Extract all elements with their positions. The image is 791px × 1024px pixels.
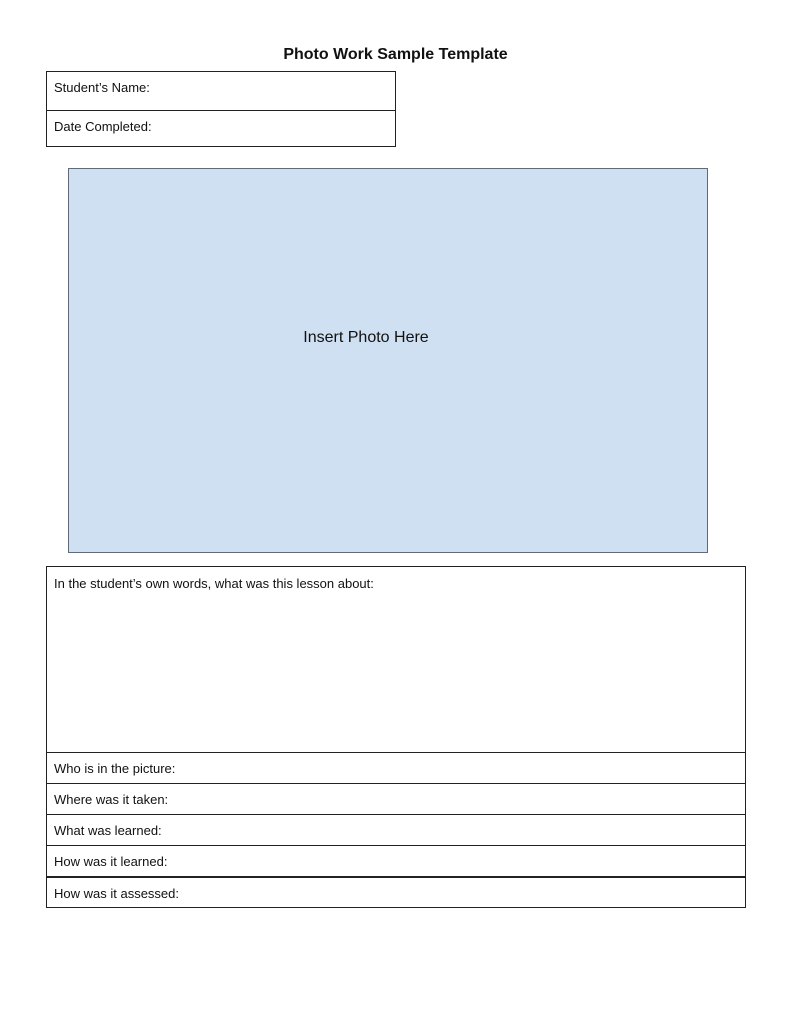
how-assessed-field[interactable]: How was it assessed: bbox=[47, 876, 745, 907]
questions-table bbox=[46, 566, 746, 908]
lesson-about-field[interactable]: In the student’s own words, what was this lesson about: bbox=[54, 576, 374, 591]
student-name-field[interactable]: Student’s Name: bbox=[54, 80, 150, 95]
what-learned-field[interactable]: What was learned: bbox=[47, 814, 745, 845]
how-learned-field[interactable]: How was it learned: bbox=[47, 845, 745, 876]
where-taken-field[interactable]: Where was it taken: bbox=[47, 783, 745, 814]
photo-placeholder-box[interactable] bbox=[68, 168, 708, 553]
photo-placeholder-label: Insert Photo Here bbox=[303, 329, 429, 346]
who-in-picture-field[interactable]: Who is in the picture: bbox=[47, 752, 745, 783]
page-title: Photo Work Sample Template bbox=[283, 46, 508, 63]
date-completed-field[interactable]: Date Completed: bbox=[47, 110, 395, 146]
student-info-table bbox=[46, 71, 396, 147]
